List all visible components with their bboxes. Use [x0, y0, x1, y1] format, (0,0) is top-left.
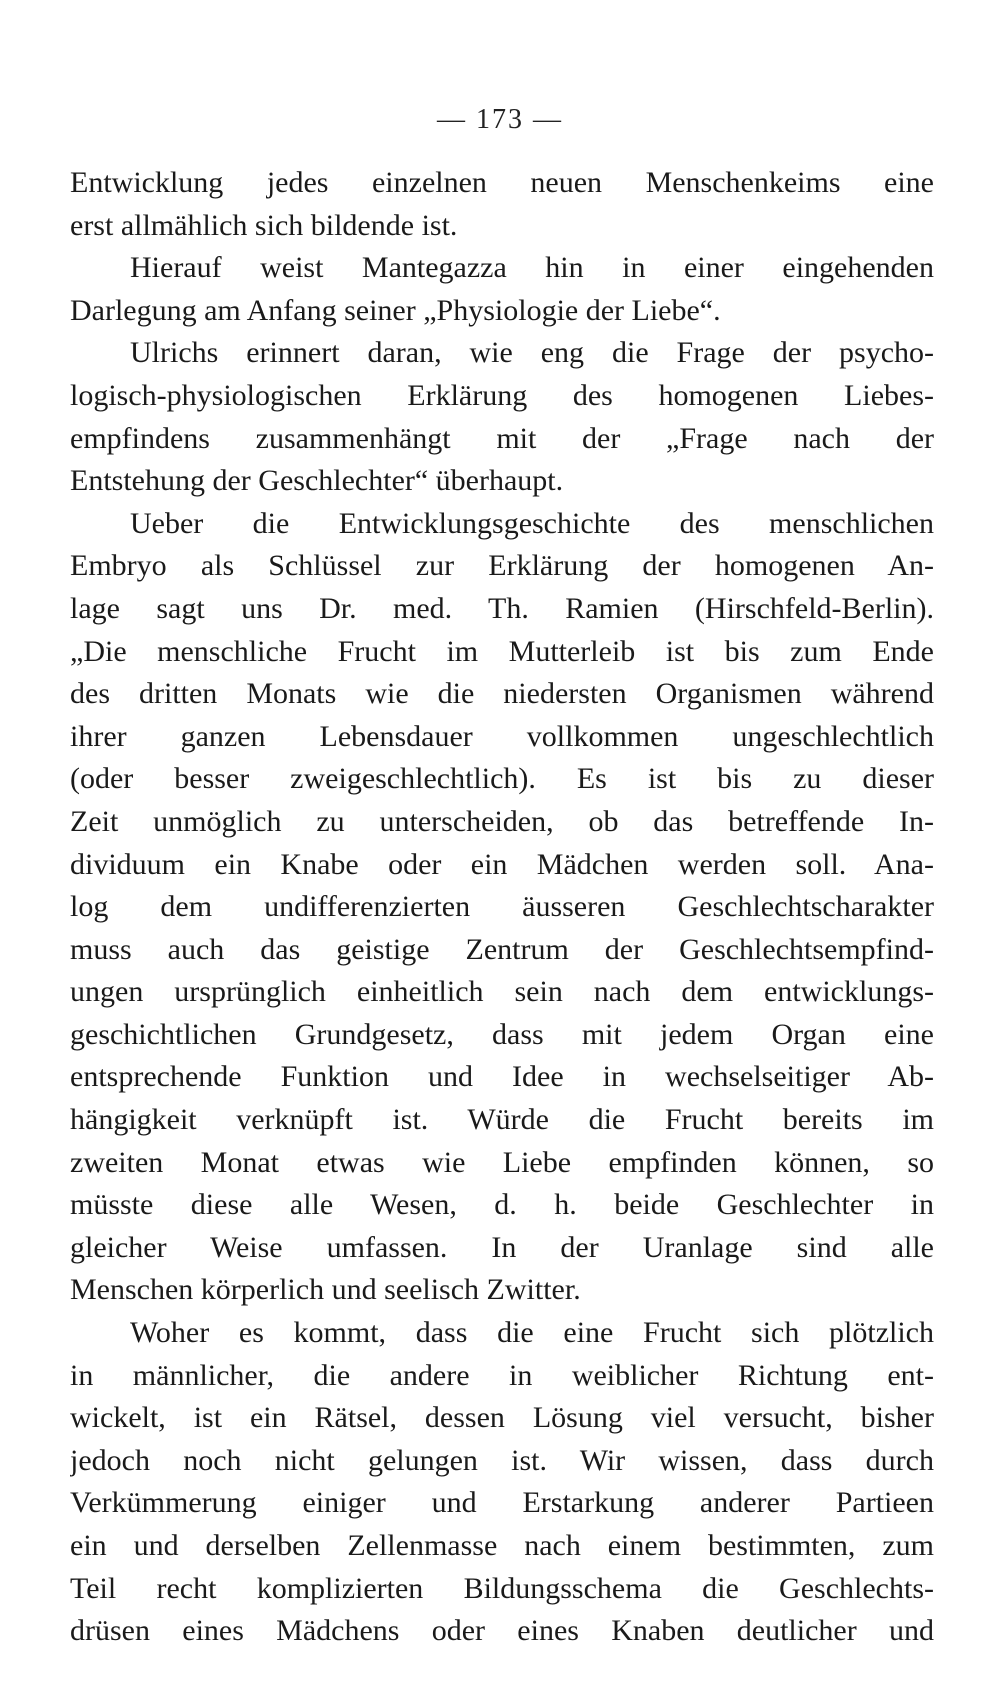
text-line: Hierauf weist Mantegazza hin in einer eingehenden	[130, 251, 934, 285]
text-line: in männlicher, die andere in weiblicher Richtung ent-	[70, 1358, 934, 1392]
text-line: logisch-physiologischen Erklärung des homogenen Liebes-	[70, 378, 934, 412]
text-line: gleicher Weise umfassen. In der Uranlage sind alle	[70, 1230, 934, 1264]
text-line: empfindens zusammenhängt mit der „Frage nach der	[70, 421, 934, 455]
text-line: zweiten Monat etwas wie Liebe empfinden können, so	[70, 1145, 934, 1179]
text-line: Entstehung der Geschlechter“ überhaupt.	[70, 464, 564, 498]
text-line: log dem undifferenzierten äusseren Geschlechtscharakter	[70, 890, 934, 924]
text-line: Entwicklung jedes einzelnen neuen Menschenkeims eine	[70, 166, 934, 199]
body-text	[70, 162, 934, 1653]
text-line: hängigkeit verknüpft ist. Würde die Frucht bereits im	[70, 1103, 934, 1137]
text-line: jedoch noch nicht gelungen ist. Wir wissen, dass durch	[70, 1443, 934, 1477]
page-number: — 173 —	[437, 104, 563, 135]
text-line: ungen ursprünglich einheitlich sein nach dem entwicklungs-	[70, 975, 934, 1009]
text-line: dividuum ein Knabe oder ein Mädchen werden soll. Ana-	[70, 847, 934, 881]
text-line: wickelt, ist ein Rätsel, dessen Lösung viel versucht, bisher	[70, 1401, 934, 1435]
text-line: Ueber die Entwicklungsgeschichte des menschlichen	[130, 506, 934, 540]
text-line: entsprechende Funktion und Idee in wechselseitiger Ab-	[70, 1060, 934, 1094]
text-line: Ulrichs erinnert daran, wie eng die Frage der psycho-	[130, 336, 934, 370]
text-line: (oder besser zweigeschlechtlich). Es ist bis zu dieser	[70, 762, 934, 796]
text-line: Embryo als Schlüssel zur Erklärung der homogenen An-	[70, 549, 934, 583]
text-line: Zeit unmöglich zu unterscheiden, ob das betreffende In-	[70, 804, 934, 838]
text-line: lage sagt uns Dr. med. Th. Ramien (Hirschfeld-Berlin).	[70, 591, 934, 625]
text-line: Teil recht komplizierten Bildungsschema die Geschlechts-	[70, 1571, 934, 1605]
text-line: muss auch das geistige Zentrum der Geschlechtsempfind-	[70, 932, 934, 966]
text-line: drüsen eines Mädchens oder eines Knaben deutlicher und	[70, 1614, 934, 1648]
text-line: ein und derselben Zellenmasse nach einem bestimmten, zum	[70, 1529, 934, 1562]
text-line: müsste diese alle Wesen, d. h. beide Geschlechter in	[70, 1188, 934, 1222]
text-line: „Die menschliche Frucht im Mutterleib ist bis zum Ende	[70, 634, 934, 668]
text-line: ihrer ganzen Lebensdauer vollkommen ungeschlechtlich	[70, 719, 934, 753]
text-line: erst allmählich sich bildende ist.	[70, 208, 458, 242]
text-line: Menschen körperlich und seelisch Zwitter.	[70, 1273, 581, 1307]
text-line: geschichtlichen Grundgesetz, dass mit jedem Organ eine	[70, 1017, 934, 1051]
text-line: Woher es kommt, dass die eine Frucht sich plötzlich	[130, 1316, 934, 1350]
text-line: Darlegung am Anfang seiner „Physiologie der Liebe“.	[70, 293, 721, 327]
text-line: des dritten Monats wie die niedersten Organismen während	[70, 677, 934, 711]
text-line: Verkümmerung einiger und Erstarkung anderer Partieen	[70, 1486, 934, 1520]
